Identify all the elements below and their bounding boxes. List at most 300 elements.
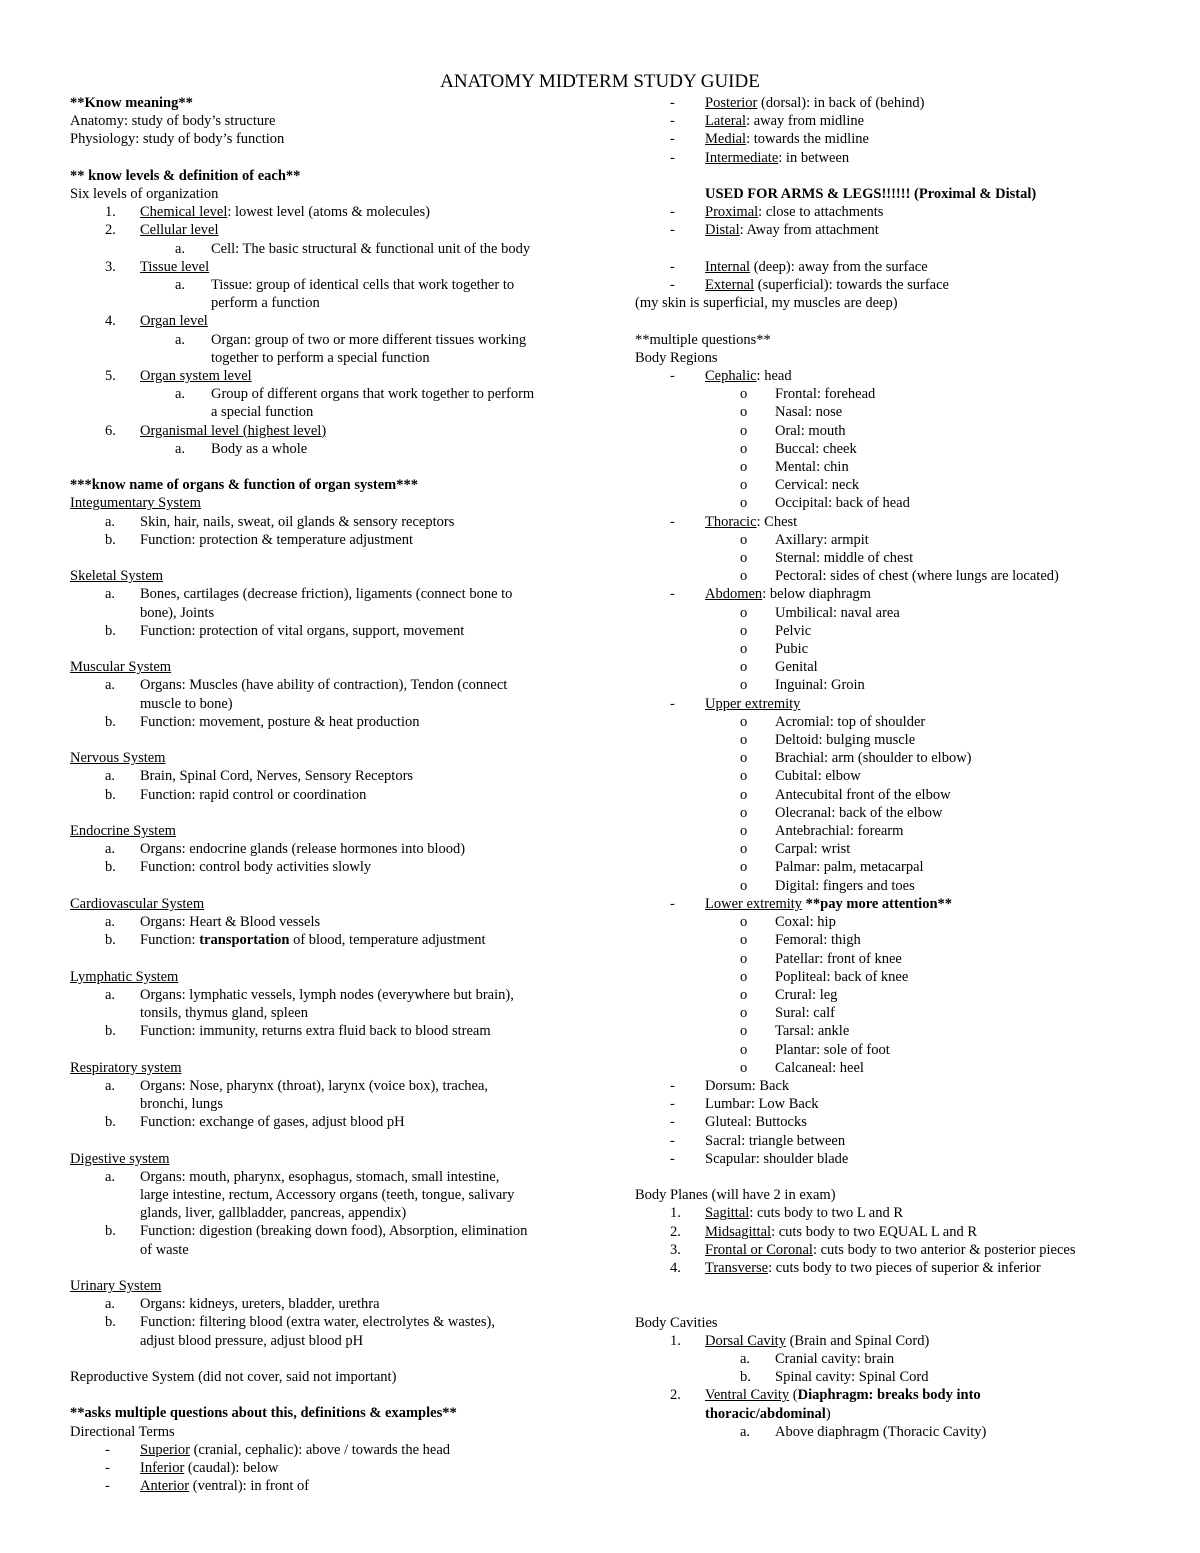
text-line [635,185,1135,203]
line-text: bone), Joints [140,604,215,621]
line-text: Anatomy: study of body’s structure [70,113,276,130]
text-line [635,476,1135,494]
list-marker: 1. [670,1205,681,1222]
line-text: Mental: chin [775,459,849,476]
underlined-term: Abdomen [705,586,763,603]
blank-line [70,1350,590,1368]
text-line [70,1059,590,1077]
list-marker: a. [105,586,116,603]
underlined-term: Anterior [140,1478,190,1495]
text-line [70,695,590,713]
line-text: Sural: calf [775,1005,835,1022]
text-line [635,1259,1135,1277]
line-text: Pubic [775,641,809,658]
list-marker: o [740,859,748,876]
text-line [70,1477,590,1495]
blank-line [70,1040,590,1058]
text-line [635,749,1135,767]
text-line [635,695,1135,713]
text-line [70,1404,590,1422]
line-text: Scapular: shoulder blade [705,1150,849,1167]
line-text: Inguinal: Groin [775,677,865,694]
line-text: adjust blood pressure, adjust blood pH [140,1332,364,1349]
line-text: (superficial): towards the surface [754,277,949,293]
line-text: Pelvic [775,622,812,639]
line-text: **multiple questions** [635,331,771,348]
list-marker: o [740,914,748,931]
line-text: Digital: fingers and toes [775,877,915,894]
line-text: Palmar: palm, metacarpal [775,859,924,876]
text-line [635,367,1135,385]
line-text: ) [825,1405,831,1422]
text-line [70,1077,590,1095]
text-line [70,1022,590,1040]
underlined-term: Midsagittal [705,1223,772,1240]
line-text: Bones, cartilages (decrease friction), ligaments (connect bone to [140,586,513,603]
list-marker: b. [105,1223,116,1240]
list-marker: b. [105,859,116,876]
text-line [70,221,590,239]
line-text: Gluteal: Buttocks [705,1114,807,1131]
text-line [70,240,590,258]
list-marker: o [740,404,748,421]
list-marker: o [740,786,748,803]
text-line [70,1295,590,1313]
underlined-term: Lower extremity [705,895,803,912]
text-line [70,331,590,349]
text-line [70,203,590,221]
list-marker: o [740,986,748,1003]
underlined-term: Digestive system [70,1150,170,1167]
text-line [635,1332,1135,1350]
line-text: Dorsum: Back [705,1077,790,1094]
blank-line [70,549,590,567]
blank-line [635,240,1135,258]
line-text: Pectoral: sides of chest (where lungs are located) [775,568,1059,585]
blank-line [635,1277,1135,1295]
list-marker: b. [105,932,116,949]
text-line [635,713,1135,731]
list-marker: a. [105,1077,116,1094]
underlined-term: Organ level [140,313,208,330]
underlined-term: Distal [705,222,740,239]
text-line [635,513,1135,531]
text-line [70,1313,590,1331]
text-line [635,422,1135,440]
text-line [70,1186,590,1204]
text-line [70,1222,590,1240]
text-line [635,840,1135,858]
list-marker: 5. [105,368,116,385]
text-line [635,1059,1135,1077]
list-marker: a. [740,1350,751,1367]
line-text: Acromial: top of shoulder [775,713,926,730]
text-line [70,513,590,531]
line-text: Lumbar: Low Back [705,1096,819,1113]
underlined-term: Proximal [705,204,759,221]
text-line [70,986,590,1004]
list-marker: o [740,531,748,548]
line-text: Tissue: group of identical cells that work together to [211,277,515,294]
text-line [70,94,590,112]
text-line [635,1223,1135,1241]
text-line [70,749,590,767]
line-text: : below diaphragm [762,586,871,603]
line-text: Skin, hair, nails, sweat, oil glands & sensory receptors [140,513,455,530]
line-text: : Away from attachment [739,222,879,239]
line-text: large intestine, rectum, Accessory organs (teeth, tongue, salivary [140,1187,515,1204]
line-text: Organs: Muscles (have ability of contraction), Tendon (connect [140,677,508,694]
text-line [635,1204,1135,1222]
line-text: Body as a whole [211,440,308,457]
list-marker: o [740,604,748,621]
text-line [70,913,590,931]
line-text: Antebrachial: forearm [775,823,904,840]
underlined-term: Lateral [705,113,747,130]
line-text: (dorsal): in back of (behind) [757,95,925,111]
list-marker: - [105,1460,110,1477]
underlined-term: Superior [140,1441,190,1458]
text-line [70,403,590,421]
list-marker: b. [105,531,116,548]
text-line [70,494,590,512]
underlined-term: Cellular level [140,222,219,239]
line-text: Function: filtering blood (extra water, electrolytes & wastes), [140,1314,495,1331]
line-text: : in between [778,149,850,166]
text-line [635,258,1135,276]
text-line [635,94,1135,112]
line-text: Calcaneal: heel [775,1059,864,1076]
list-marker: a. [175,440,186,457]
list-marker: - [670,695,675,712]
bold-text: Diaphragm: breaks body into [797,1387,981,1404]
underlined-term: Internal [705,258,751,275]
text-line [70,1423,590,1441]
text-line [635,986,1135,1004]
line-text: ( [789,1387,798,1404]
list-marker: o [740,950,748,967]
text-line [70,1095,590,1113]
text-line [635,440,1135,458]
text-line [635,822,1135,840]
line-text: of waste [140,1241,189,1258]
text-line [70,385,590,403]
blank-line [70,1259,590,1277]
text-line [635,331,1135,349]
line-text: (Brain and Spinal Cord) [785,1332,930,1349]
list-marker: o [740,768,748,785]
text-line [635,640,1135,658]
text-line [70,1241,590,1259]
line-text: Above diaphragm (Thoracic Cavity) [775,1423,987,1440]
line-text: : close to attachments [758,204,884,221]
line-text: Function: exchange of gases, adjust blood pH [140,1114,405,1131]
text-line [635,1423,1135,1441]
list-marker: 2. [105,222,116,239]
text-line [635,203,1135,221]
line-text: Oral: mouth [775,422,846,439]
text-line [635,1077,1135,1095]
list-marker: - [670,368,675,384]
text-line [70,895,590,913]
underlined-term: Inferior [140,1460,185,1477]
text-line [70,622,590,640]
line-text: Cell: The basic structural & functional unit of the body [211,240,531,257]
text-line [70,786,590,804]
line-text: **asks multiple questions about this, definitions & examples** [70,1405,457,1422]
line-text: Femoral: thigh [775,932,861,949]
line-text: Body Cavities [635,1314,718,1331]
text-line [635,1314,1135,1332]
line-text: Buccal: cheek [775,440,857,457]
text-line [635,1350,1135,1368]
line-text: : cuts body to two anterior & posterior pieces [812,1241,1076,1258]
blank-line [70,731,590,749]
list-marker: - [670,1077,675,1094]
list-marker: - [670,149,675,166]
list-marker: b. [740,1369,751,1386]
line-text: Occipital: back of head [775,495,910,512]
line-text: Function: [140,932,200,949]
list-marker: - [670,95,675,111]
text-line [635,567,1135,585]
underlined-term: Sagittal [705,1205,750,1222]
text-line [635,658,1135,676]
text-line [635,294,1135,312]
line-text: of blood, temperature adjustment [289,932,486,949]
line-text: : cuts body to two pieces of superior & inferior [768,1259,1041,1276]
underlined-term: Cephalic [705,368,757,384]
text-line [70,349,590,367]
line-text: Organs: mouth, pharynx, esophagus, stomach, small intestine, [140,1168,500,1185]
line-text: Axillary: armpit [775,531,869,548]
line-text: : lowest level (atoms & molecules) [227,204,430,221]
line-text: (cranial, cephalic): above / towards the head [189,1441,451,1458]
list-marker: a. [105,1296,116,1313]
line-text: (deep): away from the surface [750,258,928,275]
line-text: glands, liver, gallbladder, pancreas, appendix) [140,1205,407,1222]
text-line [70,167,590,185]
line-text: ***know name of organs & function of organ system*** [70,477,418,494]
list-marker: - [670,1150,675,1167]
underlined-term: Dorsal Cavity [705,1332,786,1349]
underlined-term: External [705,277,755,293]
list-marker: b. [105,786,116,803]
line-text: Patellar: front of knee [775,950,902,967]
text-line [635,858,1135,876]
line-text: Brachial: arm (shoulder to elbow) [775,750,972,767]
text-line [635,112,1135,130]
text-line [635,221,1135,239]
underlined-term: Transverse [705,1259,769,1276]
text-line [635,1132,1135,1150]
text-line [70,713,590,731]
text-line [70,822,590,840]
list-marker: o [740,877,748,894]
text-line [70,1204,590,1222]
list-marker: o [740,459,748,476]
list-marker: o [740,1059,748,1076]
underlined-term: Respiratory system [70,1059,182,1076]
text-line [70,258,590,276]
text-line [635,1241,1135,1259]
line-text: together to perform a special function [211,349,430,366]
list-marker: o [740,568,748,585]
text-line [635,804,1135,822]
list-marker: a. [740,1423,751,1440]
text-line [70,1004,590,1022]
line-text: muscle to bone) [140,695,233,712]
text-line [635,403,1135,421]
line-text: Function: immunity, returns extra fluid back to blood stream [140,1023,491,1040]
list-marker: a. [105,768,116,785]
list-marker: o [740,641,748,658]
line-text: Coxal: hip [775,914,836,931]
line-text: : cuts body to two EQUAL L and R [771,1223,977,1240]
list-marker: a. [105,986,116,1003]
line-text: : cuts body to two L and R [749,1205,904,1222]
text-line [635,1150,1135,1168]
list-marker: - [670,513,675,530]
list-marker: b. [105,622,116,639]
text-line [635,1004,1135,1022]
text-line [635,1368,1135,1386]
line-text: ** know levels & definition of each** [70,167,301,184]
list-marker: 2. [670,1387,681,1404]
underlined-term: Thoracic [705,513,757,530]
text-line [635,913,1135,931]
line-text: (ventral): in front of [189,1478,310,1495]
text-line [635,349,1135,367]
line-text: Function: digestion (breaking down food), Absorption, elimination [140,1223,528,1240]
text-line [70,1368,590,1386]
line-text: tonsils, thymus gland, spleen [140,1005,308,1022]
line-text: Body Planes (will have 2 in exam) [635,1187,836,1204]
underlined-term: Nervous System [70,750,166,767]
line-text: Group of different organs that work together to perform [211,386,535,403]
list-marker: b. [105,1114,116,1131]
list-marker: a. [105,677,116,694]
list-marker: a. [105,1168,116,1185]
text-line [70,1459,590,1477]
underlined-term: Organ system level [140,368,252,385]
bold-text: transportation [199,932,290,949]
text-line [70,567,590,585]
list-marker: o [740,495,748,512]
text-line [70,422,590,440]
list-marker: o [740,622,748,639]
text-line [635,494,1135,512]
line-text: Function: protection & temperature adjustment [140,531,414,548]
text-line [635,950,1135,968]
blank-line [70,949,590,967]
list-marker: a. [175,331,186,348]
text-line [70,1113,590,1131]
line-text: bronchi, lungs [140,1096,223,1113]
line-text: Antecubital front of the elbow [775,786,951,803]
text-line [635,130,1135,148]
text-line [70,767,590,785]
line-text: Organ: group of two or more different tissues working [211,331,527,348]
text-line [635,1041,1135,1059]
list-marker: o [740,841,748,858]
blank-line [635,1295,1135,1313]
text-line [70,1150,590,1168]
line-text: Organs: endocrine glands (release hormones into blood) [140,841,466,858]
underlined-term: Integumentary System [70,495,201,512]
line-text: a special function [211,404,314,421]
list-marker: - [670,258,675,275]
underlined-term: Tissue level [140,258,210,275]
list-marker: b. [105,1314,116,1331]
line-text: Organs: lymphatic vessels, lymph nodes (everywhere but brain), [140,986,514,1003]
list-marker: o [740,732,748,749]
blank-line [635,1168,1135,1186]
line-text: (my skin is superficial, my muscles are deep) [635,295,898,312]
list-marker: 2. [670,1223,681,1240]
underlined-term: Frontal or Coronal [705,1241,813,1258]
line-text: (caudal): below [184,1460,279,1477]
list-marker: 4. [105,313,116,330]
text-line [70,1168,590,1186]
line-text: **Know meaning** [70,95,193,111]
line-text: Frontal: forehead [775,386,876,403]
list-marker: a. [175,386,186,403]
text-line [635,604,1135,622]
line-text: : Chest [756,513,798,530]
text-line [70,604,590,622]
list-marker: 3. [105,258,116,275]
text-line [635,1405,1135,1423]
list-marker: a. [175,240,186,257]
text-line [70,312,590,330]
line-text: : head [756,368,792,384]
underlined-term: Lymphatic System [70,968,179,985]
list-marker: - [670,277,675,293]
list-marker: o [740,422,748,439]
underlined-term: Urinary System [70,1278,162,1295]
text-line [70,658,590,676]
text-line [70,1277,590,1295]
text-line [635,767,1135,785]
list-marker: o [740,440,748,457]
underlined-term: Intermediate [705,149,779,166]
text-line [635,622,1135,640]
blank-line [635,167,1135,185]
line-text: Organs: kidneys, ureters, bladder, urethra [140,1296,380,1313]
line-text: : away from midline [746,113,865,130]
text-line [70,531,590,549]
line-text: Directional Terms [70,1423,175,1440]
line-text: Brain, Spinal Cord, Nerves, Sensory Receptors [140,768,414,785]
text-line [635,531,1135,549]
list-marker: - [670,1132,675,1149]
text-line [70,931,590,949]
text-line [70,858,590,876]
line-text: Function: rapid control or coordination [140,786,367,803]
text-line [635,458,1135,476]
list-marker: a. [105,513,116,530]
blank-line [70,1131,590,1149]
list-marker: b. [105,713,116,730]
line-text: Cranial cavity: brain [775,1350,895,1367]
list-marker: 4. [670,1259,681,1276]
line-text: Deltoid: bulging muscle [775,732,916,749]
line-text: Popliteal: back of knee [775,968,909,985]
underlined-term: Endocrine System [70,823,176,840]
underlined-term: Medial [705,131,747,148]
blank-line [70,1386,590,1404]
